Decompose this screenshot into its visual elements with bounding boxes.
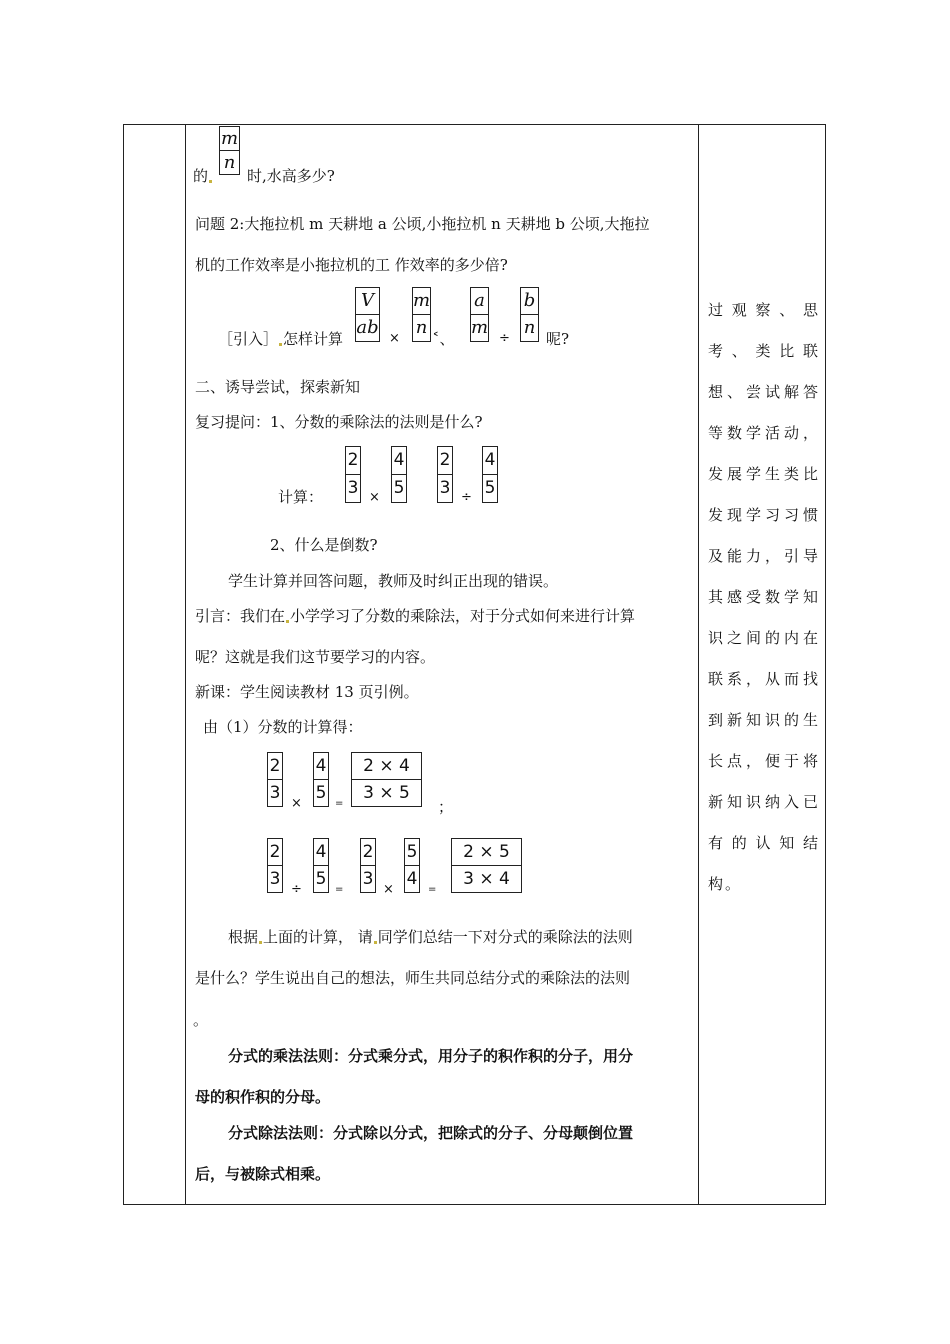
fraction-5-over-4: $\frac{5}{4}$ bbox=[404, 838, 420, 893]
fraction-4-over-5: $\frac{4}{5}$ bbox=[313, 838, 329, 893]
times-sign: × bbox=[291, 796, 302, 811]
basis-line-b: 是什么？学生说出自己的想法，师生共同总结分式的乘除法的法则 bbox=[195, 969, 631, 987]
intro-end: 呢? bbox=[546, 330, 570, 348]
equals-sign: = bbox=[335, 884, 344, 895]
divide-sign: ÷ bbox=[499, 331, 510, 346]
fraction-product-mul: $\frac{2 \times 4}{3 \times 5}$ bbox=[351, 752, 422, 807]
fraction-m-over-n-2: $\frac{m}{n}$ bbox=[412, 287, 431, 342]
section-2-heading: 二、诱导尝试，探索新知 bbox=[195, 378, 361, 396]
semicolon: ； bbox=[438, 798, 454, 816]
div-rule-a: 分式除法法则：分式除以分式，把除式的分子、分母颠倒位置 bbox=[228, 1124, 634, 1142]
fraction-a-over-m: $\frac{a}{m}$ bbox=[470, 287, 489, 342]
intro-separator: ˂、 bbox=[432, 330, 455, 348]
divide-sign: ÷ bbox=[461, 490, 472, 505]
equals-sign: = bbox=[428, 884, 437, 895]
fraction-2-over-3: $\frac{2}{3}$ bbox=[345, 446, 361, 503]
calc-label: 计算： bbox=[278, 488, 324, 506]
fraction-b-over-n: $\frac{b}{n}$ bbox=[520, 287, 539, 342]
column-divider-2 bbox=[698, 125, 699, 1204]
students-text: 学生计算并回答问题，教师及时纠正出现的错误。 bbox=[228, 572, 559, 590]
mul-rule-b: 母的积作积的分母。 bbox=[195, 1088, 331, 1106]
text-line-1-prefix: 的 bbox=[193, 166, 213, 186]
problem-2-line-a: 问题 2:大拖拉机 m 天耕地 a 公顷,小拖拉机 n 天耕地 b 公顷,大拖拉 bbox=[195, 215, 650, 233]
lead-line-b: 呢？这就是我们这节要学习的内容。 bbox=[195, 648, 436, 666]
column-divider-1 bbox=[185, 125, 186, 1204]
fraction-2-over-3: $\frac{2}{3}$ bbox=[360, 838, 376, 893]
intro-label: ［引入］ 怎样计算 bbox=[218, 330, 344, 348]
problem-2-line-b: 机的工作效率是小拖拉机的工 作效率的多少倍? bbox=[195, 256, 508, 274]
basis-line-a: 根据 上面的计算， 请 同学们总结一下对分式的乘除法的法则 bbox=[228, 928, 633, 946]
basis-line-c: 。 bbox=[193, 1011, 209, 1029]
fraction-2-over-3: $\frac{2}{3}$ bbox=[437, 446, 453, 503]
from-1-text: 由（1）分数的计算得： bbox=[203, 718, 363, 736]
fraction-m-over-n: $\frac{m}{n}$ bbox=[220, 128, 239, 173]
review-question: 复习提问：1、分数的乘除法的法则是什么? bbox=[195, 413, 483, 431]
fraction-product-div: $\frac{2 \times 5}{3 \times 4}$ bbox=[451, 838, 522, 893]
equals-sign: = bbox=[335, 798, 344, 809]
fraction-4-over-5: $\frac{4}{5}$ bbox=[482, 446, 498, 503]
design-intent-note: 过观察、思考、类比联想、尝试解答等数学活动，发展学生类比发现学习习惯及能力，引导其感受数学知识之间的内在联系，从而找到新知识的生长点，便于将新知识纳入已有的认知结构。 bbox=[708, 301, 820, 893]
divide-sign: ÷ bbox=[291, 882, 302, 897]
times-sign: × bbox=[383, 882, 394, 897]
div-rule-b: 后，与被除式相乘。 bbox=[195, 1165, 331, 1183]
times-sign: × bbox=[389, 331, 400, 346]
fraction-4-over-5: $\frac{4}{5}$ bbox=[391, 446, 407, 503]
text-line-1-suffix: 时,水高多少? bbox=[247, 167, 335, 185]
fraction-2-over-3: $\frac{2}{3}$ bbox=[267, 838, 283, 893]
fraction-4-over-5: $\frac{4}{5}$ bbox=[313, 752, 329, 807]
lead-line-a: 引言：我们在 小学学习了分数的乘除法，对于分式如何来进行计算 bbox=[195, 607, 636, 625]
mul-rule-a: 分式的乘法法则：分式乘分式，用分子的积作积的分子，用分 bbox=[228, 1047, 634, 1065]
question-2: 2、什么是倒数? bbox=[270, 536, 378, 554]
times-sign: × bbox=[369, 490, 380, 505]
fraction-V-over-ab: $\frac{V}{ab}$ bbox=[355, 287, 380, 342]
new-lesson: 新课：学生阅读教材 13 页引例。 bbox=[195, 683, 419, 701]
fraction-2-over-3: $\frac{2}{3}$ bbox=[267, 752, 283, 807]
